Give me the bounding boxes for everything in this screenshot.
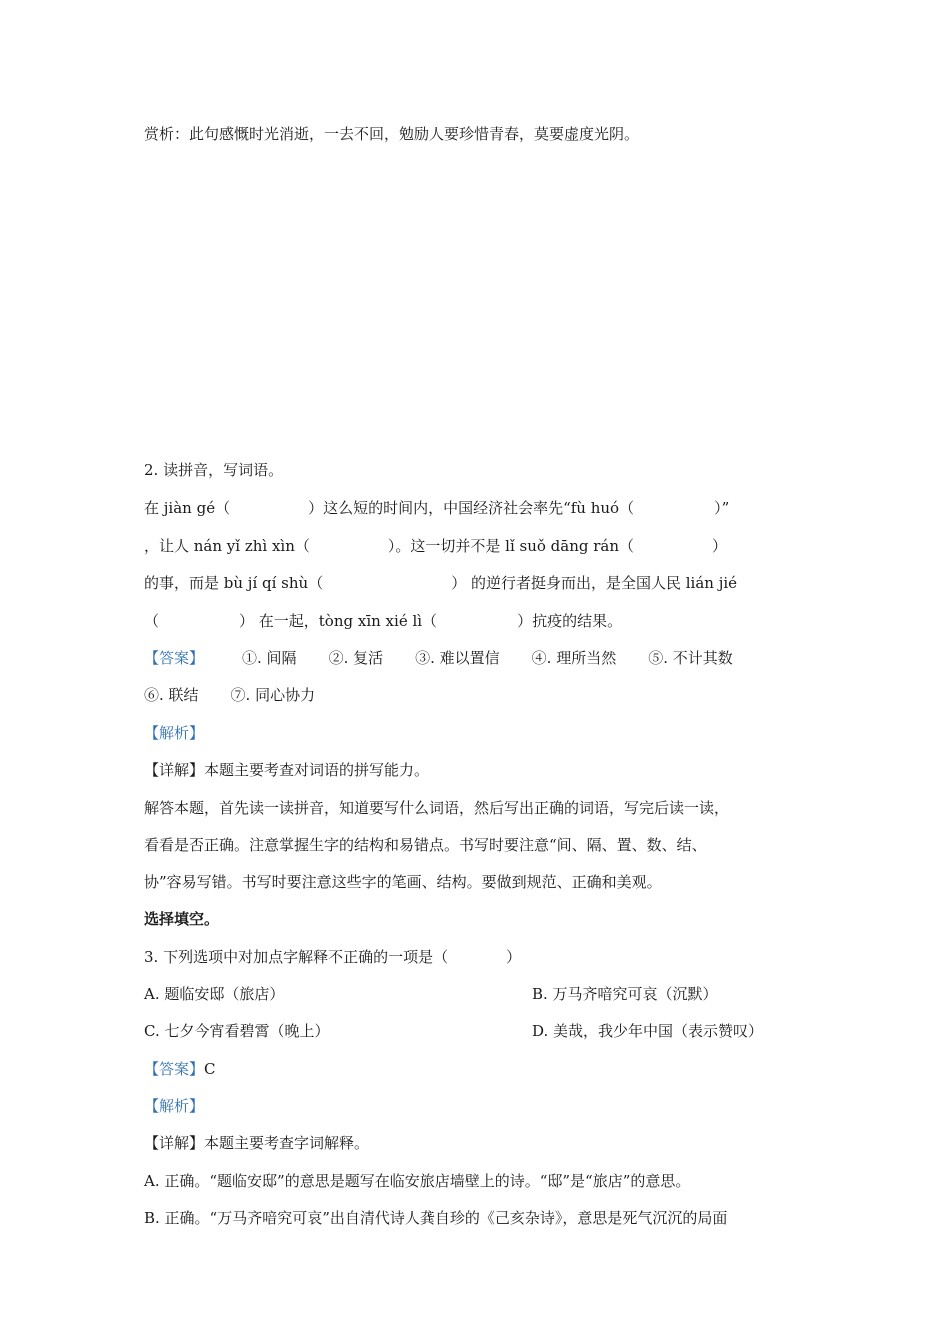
option-a: A. 题临安邸（旅店） xyxy=(144,985,285,1003)
q3-detail: 【详解】本题主要考查字词解释。 xyxy=(144,1134,370,1152)
q3-explain-b: B. 正确。“万马齐喑究可哀”出自清代诗人龚自珍的《己亥杂诗》，意思是死气沉沉的局面 xyxy=(144,1209,728,1227)
q2-line-1-part-a: 在 jiàn gé（ xyxy=(144,499,231,517)
q3-title-end: ） xyxy=(506,948,522,966)
q2-line-2-part-b: ）。这一切并不是 lǐ suǒ dāng rán（ xyxy=(387,537,635,555)
q3-explain-a: A. 正确。“题临安邸”的意思是题写在临安旅店墙壁上的诗。“邸”是“旅店”的意思。 xyxy=(144,1172,691,1190)
answer-5: ⑤. 不计其数 xyxy=(648,649,733,667)
answer-tag: 【答案】 xyxy=(144,649,205,667)
q2-line-3-part-a: 的事，而是 bù jí qí shù（ xyxy=(144,574,324,592)
answer-6: ⑥. 联结 xyxy=(144,686,199,704)
q2-answer-line-2 xyxy=(144,684,808,706)
option-d: D. 美哉，我少年中国（表示赞叹） xyxy=(532,1022,764,1040)
q3-answer-line xyxy=(144,1058,808,1080)
q2-explain-2: 看看是否正确。注意掌握生字的结构和易错点。书写时要注意“间、隔、置、数、结、 xyxy=(144,836,707,854)
q2-line-4-part-a: （ xyxy=(144,612,160,630)
q2-line-3-part-b: ） 的逆行者挺身而出，是全国人民 lián jié xyxy=(451,574,738,592)
q2-detail: 【详解】本题主要考查对词语的拼写能力。 xyxy=(144,761,430,779)
q2-explain-1: 解答本题，首先读一读拼音，知道要写什么词语，然后写出正确的词语，写完后读一读， xyxy=(144,799,730,817)
q2-answer-line xyxy=(144,647,808,669)
q2-line-2-part-c: ） xyxy=(712,537,728,555)
q2-line-4 xyxy=(144,610,808,632)
q2-line-3 xyxy=(144,572,808,594)
option-b: B. 万马齐喑究可哀（沉默） xyxy=(532,985,718,1003)
q3-title-line xyxy=(144,946,808,968)
q2-line-2 xyxy=(144,535,808,557)
q2-title: 2. 读拼音，写词语。 xyxy=(144,461,284,479)
q3-analysis-tag: 【解析】 xyxy=(144,1097,205,1115)
answer-2: ②. 复活 xyxy=(328,649,384,667)
section-title: 选择填空。 xyxy=(144,910,220,928)
q2-analysis-tag: 【解析】 xyxy=(144,724,205,742)
q2-explain-3: 协”容易写错。书写时要注意这些字的笔画、结构。要做到规范、正确和美观。 xyxy=(144,873,662,891)
q2-line-4-part-b: ） 在一起，tòng xīn xié lì（ xyxy=(239,612,438,630)
q3-answer-tag: 【答案】 xyxy=(144,1060,205,1078)
q2-line-1-part-c: ）” xyxy=(714,499,730,517)
q3-title: 3. 下列选项中对加点字解释不正确的一项是（ xyxy=(144,948,449,966)
q3-answer: C xyxy=(204,1060,216,1078)
answer-3: ③. 难以置信 xyxy=(415,649,500,667)
answer-1: ①. 间隔 xyxy=(242,649,297,667)
q2-line-1-part-b: ）这么短的时间内，中国经济社会率先“fù huó（ xyxy=(308,499,635,517)
q2-line-1 xyxy=(144,497,808,519)
appreciation-text: 赏析：此句感慨时光消逝，一去不回，勉励人要珍惜青春，莫要虚度光阴。 xyxy=(144,125,640,143)
answer-7: ⑦. 同心协力 xyxy=(230,686,316,704)
q2-line-2-part-a: ，让人 nán yǐ zhì xìn（ xyxy=(144,537,310,555)
answer-4: ④. 理所当然 xyxy=(531,649,617,667)
q2-line-4-part-c: ）抗疫的结果。 xyxy=(517,612,623,630)
option-c: C. 七夕今宵看碧霄（晚上） xyxy=(144,1022,330,1040)
